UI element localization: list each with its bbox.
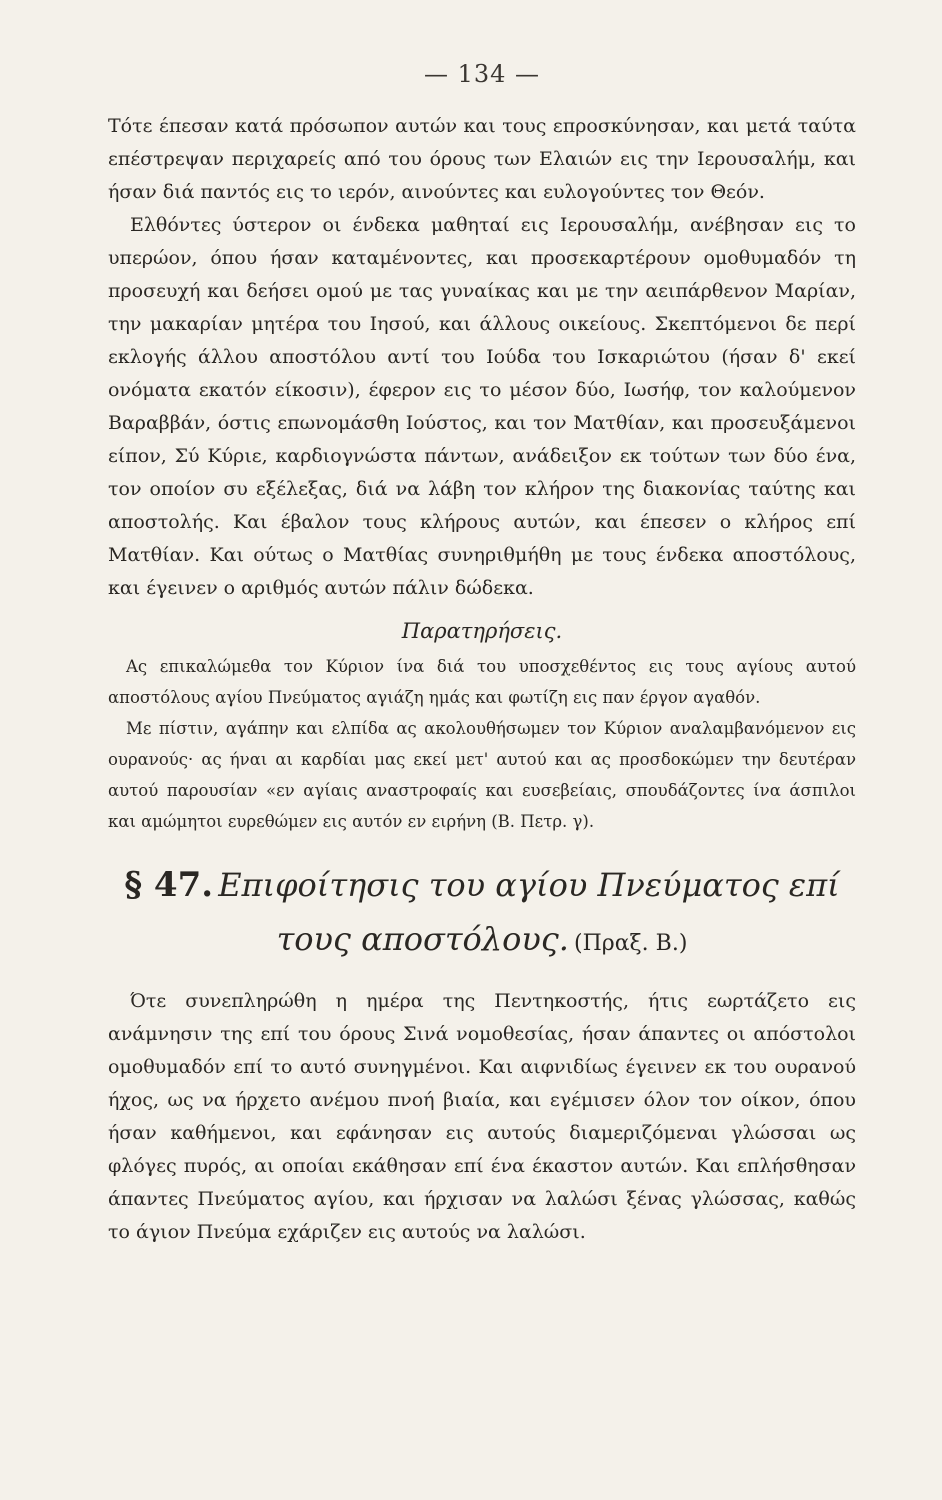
note-1: Ας επικαλώμεθα τον Κύριον ίνα διά του υποσχεθέντος εις τους αγίους αυτού αποστόλους αγίου Πνεύματος αγιάζη ημάς και φωτίζη εις παν έργον αγαθόν. (108, 657, 856, 707)
section-heading (108, 861, 856, 969)
note-2: Με πίστιν, αγάπην και ελπίδα ας ακολουθήσωμεν τον Κύριον αναλαμβανόμενον εις ουρανούς· ας ήναι αι καρδίαι μας εκεί μετ' αυτού και ας προσδοκώμεν την δευτέραν αυτού παρουσίαν «εν αγίαις αναστροφαίς και ευσεβείαις, σπουδάζοντες ίνα άσπιλοι και αμώμητοι ευρεθώμεν εις αυτόν εν ειρήνη (Β. Πετρ. γ). (108, 719, 856, 831)
notes-heading: Παρατηρήσεις. (401, 619, 563, 643)
section-title: Επιφοίτησις του αγίου Πνεύματος επί τους αποστόλους. (218, 866, 840, 958)
paragraph-matthias-election: Ελθόντες ύστερον οι ένδεκα μαθηταί εις Ιερουσαλήμ, ανέβησαν εις το υπερώον, όπου ήσαν καταμένοντες, και προσεκαρτέρουν ομοθυμαδόν τη προσευχή και δεήσει ομού με τας γυναίκας και με την αειπάρθενον Μαρίαν, την μακαρίαν μητέρα του Ιησού, και άλλους οικείους. Σκεπτόμενοι δε περί εκλογής άλλου αποστόλου αντί του Ιούδα του Ισκαριώτου (ήσαν δ' εκεί ονόματα εκατόν είκοσιν), έφερον εις το μέσον δύο, Ιωσήφ, τον καλούμενον Βαραββάν, όστις επωνομάσθη Ιούστος, και τον Ματθίαν, και προσευξάμενοι είπον, Σύ Κύριε, καρδιογνώστα πάντων, ανάδειξον εκ τούτων των δύο ένα, τον οποίον συ εξέλεξας, διά να λάβη τον κλήρον της διακονίας ταύτης και αποστολής. Και έβαλον τους κλήρους αυτών, και έπεσεν ο κλήρος επί Ματθίαν. Και ούτως ο Ματθίας συνηριθμήθη με τους ένδεκα αποστόλους, και έγεινεν ο αριθμός αυτών πάλιν δώδεκα. (108, 214, 856, 599)
page-number: — 134 — (423, 60, 541, 88)
section-number: § 47. (124, 865, 214, 905)
section-reference: (Πραξ. Β.) (574, 931, 688, 956)
paragraph-pentecost: Ότε συνεπληρώθη η ημέρα της Πεντηκοστής, ήτις εωρτάζετο εις ανάμνησιν της επί του όρους Σινά νομοθεσίας, ήσαν άπαντες οι απόστολοι ομοθυμαδόν επί το αυτό συνηγμένοι. Και αιφνιδίως έγεινεν εκ του ουρανού ήχος, ως να ήρχετο ανέμου πνοή βιαία, και εγέμισεν όλον τον οίκον, όπου ήσαν καθήμενοι, και εφάνησαν εις αυτούς διαμεριζόμεναι γλώσσαι ως φλόγες πυρός, αι οποίαι εκάθησαν επί ένα έκαστον αυτών. Και επλήσθησαν άπαντες Πνεύματος αγίου, και ήρχισαν να λαλώσι ξένας γλώσσας, καθώς το άγιον Πνεύμα εχάριζεν εις αυτούς να λαλώσι. (108, 990, 856, 1243)
paragraph-ascension-end: Τότε έπεσαν κατά πρόσωπον αυτών και τους επροσκύνησαν, και μετά ταύτα επέστρεψαν περιχαρείς από του όρους των Ελαιών εις την Ιερουσαλήμ, και ήσαν διά παντός εις το ιερόν, αινούντες και ευλογούντες τον Θεόν. (108, 115, 856, 203)
